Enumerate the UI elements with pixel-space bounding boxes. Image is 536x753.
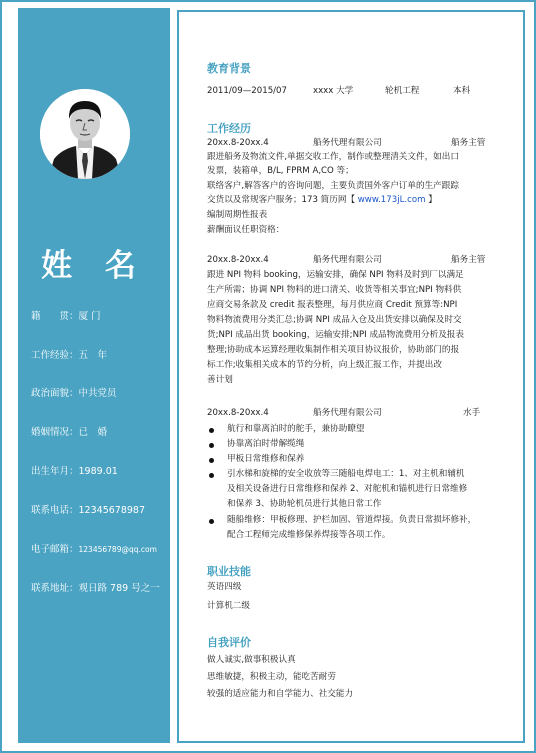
education-degree: 本科 [453,86,471,96]
job-company: 船务代理有限公司 [313,408,382,418]
profile-sidebar [18,8,170,743]
job-3-duty: 甲板日常维修和保养 [227,454,305,464]
job-2-line: 货;NPI 成品出货 booking，运输安排;NPI 成品物流费用分析及报表 [207,330,464,340]
job-1-line: 联络客户,解答客户的咨询问题，主要负责国外客户订单的生产跟踪 [207,181,459,191]
job-3-duty: 航行和靠离泊时的舵手，兼协助瞭望 [227,424,365,434]
job-date: 20xx.8-20xx.4 [207,255,269,265]
info-marital-status: 婚姻情况：已 婚 [31,427,108,438]
section-title-education: 教育背景 [207,62,251,75]
job-position: 船务主管 [451,255,486,265]
section-title-evaluation: 自我评价 [207,636,251,649]
job-3-duty: 引水梯和旋梯的安全收放等三随船电焊电工：1、对主机和辅机 [227,469,465,479]
bullet-dot-icon [209,458,214,463]
job-2-line: 物料物流费用分类汇总;协调 NPI 成品入仓及出货安排以确保及时交 [207,315,462,325]
avatar [40,89,130,179]
bullet-dot-icon [209,519,214,524]
job-2-line: 标工作;收集相关成本的节约分析，向上级汇报工作，并提出改 [207,360,442,370]
job-company: 船务代理有限公司 [313,138,382,148]
candidate-name: 姓 名 [41,248,147,284]
evaluation-item: 较强的适应能力和自学能力、社交能力 [207,689,354,699]
job-position: 船务主管 [451,138,486,148]
info-hometown: 籍 贯：厦 门 [31,311,101,322]
skill-item: 英语四级 [207,582,242,592]
job-2-line: 应商交易条款及 credit 报表整理，每月供应商 Credit 预算等:NPI [207,300,458,310]
job-3-duty-cont: 及相关设备进行日常维修和保养 2、对舵机和锚机进行日常维修 [227,484,468,494]
website-link[interactable]: www.173jL.com [357,195,426,205]
job-position: 水手 [463,408,481,418]
info-address: 联系地址：观日路 789 号之一 [31,583,160,594]
job-1-line: 跟进船务及物流文件,单据交收工作，制作或整理清关文件，如出口 [207,152,459,162]
education-row [207,86,470,97]
section-title-skills: 职业技能 [207,565,251,578]
evaluation-item: 思维敏捷，积极主动，能吃苦耐劳 [207,672,336,682]
job-3-header [207,408,480,419]
job-date: 20xx.8-20xx.4 [207,138,269,148]
job-1-line: 发票，装箱单，B/L, FPRM A,CO 等； [207,166,354,176]
job-3-duty-cont: 和保养 3、协助轮机员进行其他日常工作 [227,499,382,509]
job-2-line: 生产所需；协调 NPI 物料的进口清关、收货等相关事宜;NPI 物料供 [207,285,462,295]
job-2-line: 跟进 NPI 物料 booking，运输安排，确保 NPI 物料及时到厂以满足 [207,270,464,280]
bullet-dot-icon [209,473,214,478]
info-experience: 工作经验：五 年 [31,350,108,361]
job-1-line: 薪酬面议任职资格： [207,225,285,235]
education-major: 轮机工程 [385,86,420,96]
job-date: 20xx.8-20xx.4 [207,408,269,418]
bullet-dot-icon [209,428,214,433]
job-1-line: 交货以及常规客户服务；173 简历网【 www.173jL.com 】 [207,195,437,205]
info-birth-date: 出生年月：1989.01 [31,466,118,477]
job-2-line: 整理;协助成本运算经理收集制作相关项目协议报价，协助部门的报 [207,345,460,355]
job-3-duty-cont: 配合工程师完成维修保养焊接等各项工作。 [227,530,391,540]
info-phone: 联系电话：12345678987 [31,505,146,516]
job-3-duty: 随船维修：甲板修理、护栏加固、管道焊接。负责日常损坏修补， [227,515,477,525]
education-period: 2011/09—2015/07 [207,86,287,96]
info-email: 电子邮箱：123456789@qq.com [31,544,157,555]
job-company: 船务代理有限公司 [313,255,382,265]
info-political-status: 政治面貌：中共党员 [31,388,117,399]
job-2-line: 善计划 [207,375,233,385]
resume-content [177,10,525,743]
job-3-duty: 协靠离泊时带解缆绳 [227,439,305,449]
person-photo-icon [40,89,130,179]
job-1-header [207,138,485,149]
section-title-experience: 工作经历 [207,122,251,135]
job-2-header [207,255,485,266]
skill-item: 计算机二级 [207,601,250,611]
evaluation-item: 做人诚实,做事积极认真 [207,655,296,665]
job-1-line: 编制周期性报表 [207,210,268,220]
education-school: xxxx 大学 [313,86,354,96]
bullet-dot-icon [209,443,214,448]
